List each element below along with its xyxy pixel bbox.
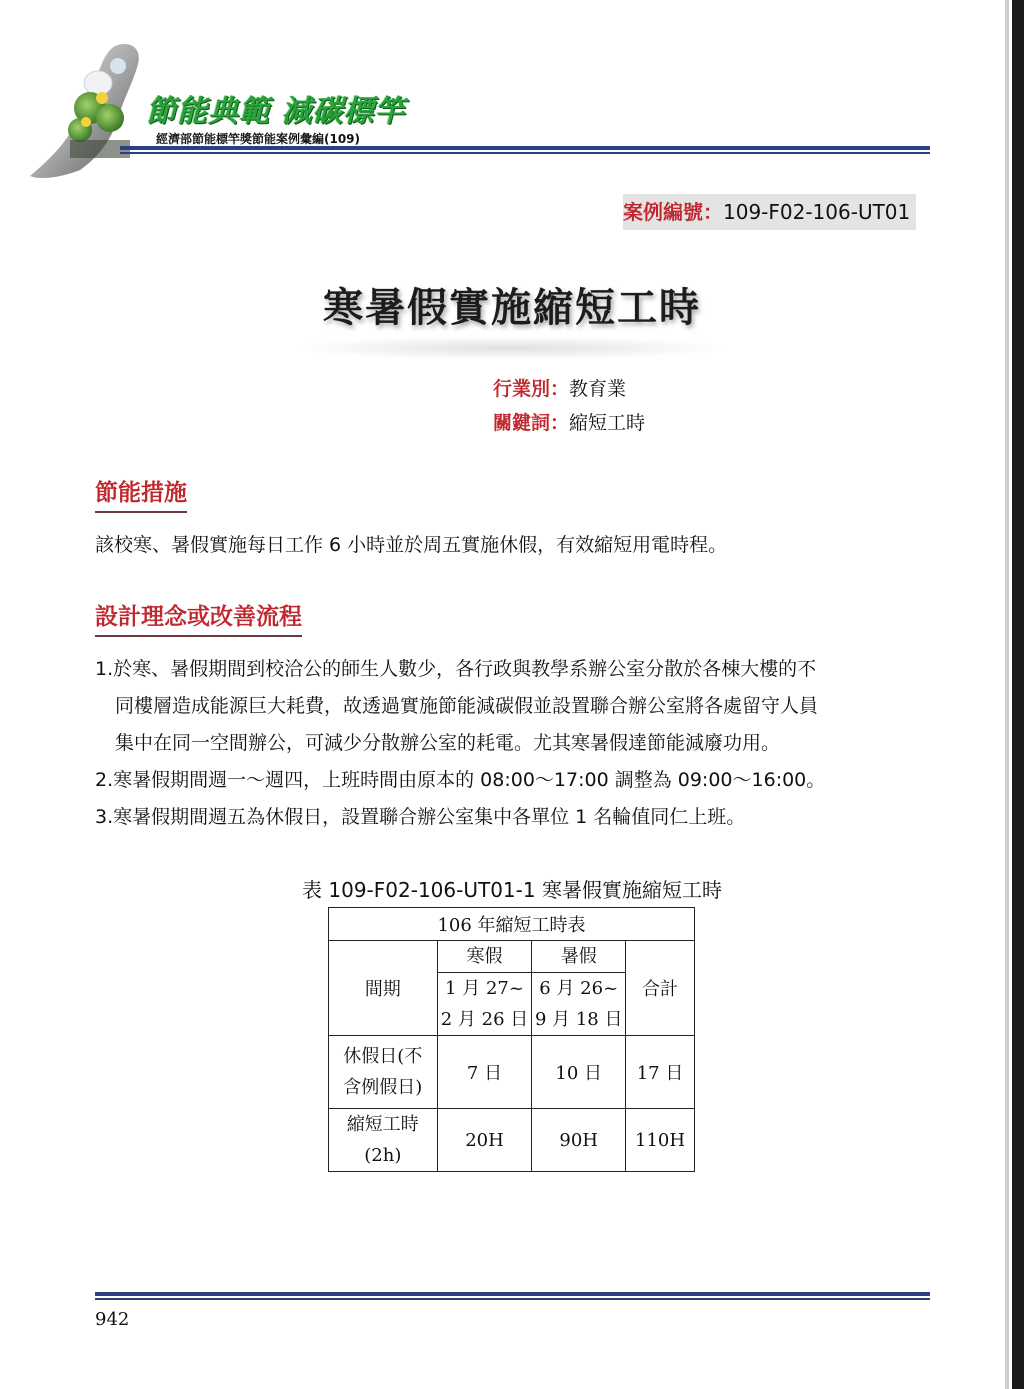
summer-range-start: 6 月 26~ [539,978,619,999]
page-edge-highlight [1005,0,1009,1389]
measures-text: 該校寒、暑假實施每日工作 6 小時並於周五實施休假，有效縮短用電時程。 [95,534,728,556]
reduced-hours-summer: 90H [532,1109,626,1172]
design-line: 1.於寒、暑假期間到校洽公的師生人數少，各行政與教學系辦公室分散於各棟大樓的不 [95,658,817,680]
days-off-label [329,1036,438,1109]
page-number: 942 [95,1309,130,1330]
summer-label: 暑假 [532,941,625,973]
header-rule-thin [120,152,930,154]
summer-range-end: 9 月 18 日 [534,1009,623,1030]
case-number-value: 109-F02-106-UT01 [723,200,911,224]
days-off-label-line1: 休假日(不 [343,1046,423,1067]
table-title: 106 年縮短工時表 [329,908,695,941]
keyword-label: 關鍵詞： [493,412,570,434]
reduced-hours-table [328,907,695,1172]
header-rule [120,146,930,150]
page-title: 寒暑假實施縮短工時 [323,285,701,331]
footer-rule-thin [95,1298,930,1300]
winter-range-end: 2 月 26 日 [440,1009,529,1030]
title-shadow [290,336,730,360]
logo-subtitle: 經濟部節能標竿獎節能案例彙編(109) [156,132,361,146]
winter-header [437,941,532,1036]
total-label: 合計 [626,941,695,1036]
case-number-label: 案例編號： [623,200,723,224]
reduced-hours-winter: 20H [437,1109,532,1172]
days-off-label-line2: 含例假日) [343,1077,423,1098]
period-label: 間期 [329,941,438,1036]
design-list [95,651,825,836]
winter-label: 寒假 [438,941,532,973]
case-number-box [623,194,916,230]
winter-range-start: 1 月 27~ [445,978,524,999]
table-caption: 表 109-F02-106-UT01-1 寒暑假實施縮短工時 [302,878,722,902]
reduced-hours-total: 110H [626,1109,695,1172]
design-line: 集中在同一空間辦公，可減少分散辦公室的耗電。尤其寒暑假達節能減廢功用。 [115,732,781,754]
keyword-value: 縮短工時 [569,412,646,434]
industry-value: 教育業 [569,378,627,400]
section-heading-measures: 節能措施 [95,474,187,513]
section-heading-design: 設計理念或改善流程 [95,598,302,637]
logo-title: 節能典範 減碳標竿 [146,94,406,129]
industry-label: 行業別： [493,378,570,400]
days-off-summer: 10 日 [532,1036,626,1109]
design-line: 2.寒暑假期間週一～週四，上班時間由原本的 08:00～17:00 調整為 09:00～16:00。 [95,769,826,791]
reduced-hours-label-line1: 縮短工時 [346,1114,419,1135]
days-off-winter: 7 日 [437,1036,532,1109]
page-edge-bar [1012,0,1024,1389]
summer-header [532,941,626,1036]
reduced-hours-label-line2: (2h) [364,1145,402,1166]
reduced-hours-label [329,1109,438,1172]
industry-line [493,374,626,401]
keyword-line [493,408,645,435]
design-line: 3.寒暑假期間週五為休假日，設置聯合辦公室集中各單位 1 名輪值同仁上班。 [95,806,746,828]
days-off-total: 17 日 [626,1036,695,1109]
design-line: 同樓層造成能源巨大耗費，故透過實施節能減碳假並設置聯合辦公室將各處留守人員 [115,695,819,717]
footer-rule [95,1292,930,1296]
